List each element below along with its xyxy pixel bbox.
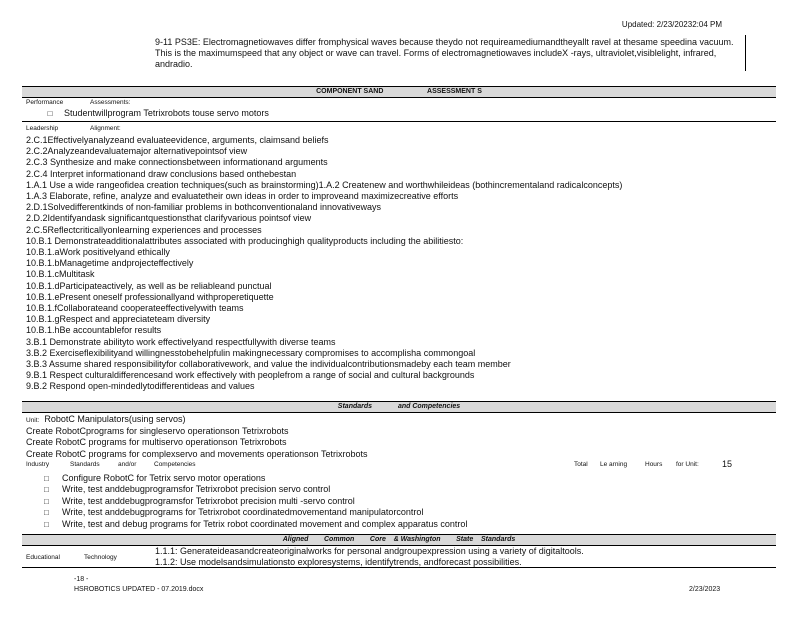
footer-date: 2/23/2023 (689, 586, 721, 593)
alignment-item: 10.B.1.hBe accountablefor results (26, 325, 162, 336)
standards-sub-label: Standards (70, 461, 100, 468)
bullet-icon: □ (44, 519, 49, 529)
alignment-item: 3.B.2 Exerciseflexibilityand willingnesstobehelpfulin makingnecessary compromises to accomplisha commongoal (26, 347, 476, 358)
intro-paragraph: 9-11 PS3E: Electromagnetiowaves differ fromphysical waves because theydo not requireamediumandtheyallt ravel at thesame speedina vacuum. This is the maximumspeed that any object or wave can travel. Forms of electromagnetiowaves includeX -rays, ultraviolet,visiblelight, infrared, andradio. (155, 37, 734, 69)
alignment-item: 10.B.1.aWork positivelyand ethically (26, 247, 170, 258)
footer-filename: HSROBOTICS UPDATED - 07.2019.docx (74, 586, 204, 593)
performance-text: Studentwillprogram Tetrixrobots touse servo motors (64, 108, 269, 118)
alignment-item: 2.C.4 Interpret informationand draw conclusions based onthebestan (26, 168, 297, 179)
alignment-list (26, 135, 776, 393)
task-text: Configure RobotC for Tetrix servo motor operations (62, 473, 266, 483)
components-label: COMPONENT SAND (316, 88, 384, 95)
bullet-icon: □ (44, 485, 49, 495)
alignment-item: 9.B.2 Respond open-mindedlytodifferentideas and values (26, 381, 255, 392)
standards-label: Standards (337, 403, 373, 410)
task-item (44, 496, 467, 507)
task-text: Write, test anddebugprograms for Tetrixrobot coordinatedmovementand manipulatorcontrol (62, 507, 424, 518)
industry-label: Industry (26, 461, 50, 468)
alignment-item: 2.D.1Solvedifferentkinds of non-familiar problems in bothconventionaland innovativeways (26, 202, 382, 213)
for-unit-label: for Unit: (676, 461, 699, 468)
assessments-label: ASSESSMENT S (427, 88, 482, 95)
state-label: State (456, 536, 474, 543)
performance-label: Performance (26, 99, 64, 106)
bullet-icon: □ (47, 109, 53, 118)
core-label: Core (369, 536, 386, 543)
assessments-sub-label: Assessments: (90, 99, 131, 106)
alignment-item: 2.C.3 Synthesize and make connectionsbetween informationand arguments (26, 157, 328, 168)
bullet-icon: □ (44, 508, 49, 518)
unit-program-line: Create RobotC programs for complexservo and movements operationson Tetrixrobots (26, 448, 368, 459)
total-label: Total (574, 461, 588, 468)
unit-program-line: Create RobotCprograms for singleservo operationson Tetrixrobots (26, 426, 289, 437)
education-standards (155, 546, 584, 568)
unit-block (26, 414, 776, 460)
alignment-item: 10.B.1.ePresent oneself professionallyand withproperetiquette (26, 291, 274, 302)
alignment-item: 10.B.1.cMultitask (26, 269, 95, 280)
alignment-item: 1.A.1 Use a wide rangeofidea creation techniques(such as brainstorming)1.A.2 Createnew and worthwhileideas (bothincrementaland radicalconcepts) (26, 179, 623, 190)
task-text: Write, test anddebugprogramsfor Tetrixrobot precision multi -servo control (62, 495, 355, 506)
hours-value: 15 (722, 459, 733, 469)
unit-value: RobotC Manipulators(using servos) (44, 414, 186, 424)
competencies-sub-label: Competencies (154, 461, 196, 468)
industry-row (26, 461, 776, 471)
education-standard-line: 1.1.2: Use modelsandsimulationsto exploresystems, identifytrends, andforecast possibilities. (155, 557, 522, 568)
aligned-label: Aligned (282, 536, 309, 543)
alignment-item: 10.B.1 Demonstrateadditionalattributes associated with producinghigh qualityproducts including the abilitiesto: (26, 235, 464, 246)
alignment-item: 2.C.1Effectivelyanalyzeand evaluateevidence, arguments, claimsand beliefs (26, 135, 329, 145)
task-item (44, 507, 467, 518)
technology-label: Technology (84, 554, 117, 561)
common-label: Common (323, 536, 355, 543)
education-standard-line: 1.1.1: Generateideasandcreateoriginalworks for personal andgroupexpression using a variety of digitaltools. (155, 546, 584, 556)
bullet-icon: □ (44, 496, 49, 506)
learning-label: Le arning (600, 461, 628, 468)
hours-label: Hours (645, 461, 663, 468)
alignment-item: 2.D.2Identifyandask significantquestionsthat clarifyvarious pointsof view (26, 213, 312, 224)
unit-line (26, 414, 776, 426)
performance-item (36, 108, 269, 119)
standards-tail-label: Standards (481, 536, 516, 543)
competencies-label: and Competencies (397, 403, 461, 410)
education-row (22, 545, 776, 568)
alignment-item: 1.A.3 Elaborate, refine, analyze and evaluatetheir own ideas in order to improveand maximizecreative efforts (26, 191, 459, 202)
task-item (44, 473, 467, 484)
andor-label: and/or (118, 461, 137, 468)
alignment-item: 9.B.1 Respect culturaldifferencesand work effectively with peoplefrom a range of social and cultural backgrounds (26, 370, 475, 381)
unit-label: Unit: (26, 417, 40, 424)
alignment-item: 10.B.1.fCollaborateand cooperateeffectivelywith teams (26, 303, 244, 314)
task-text: Write, test anddebugprogramsfor Tetrixrobot precision servo control (62, 484, 331, 495)
alignment-label: Alignment: (90, 125, 121, 132)
performance-row (22, 97, 776, 122)
alignment-item: 10.B.1.dParticipateactively, as well as be reliableand punctual (26, 280, 272, 291)
alignment-item: 2.C.5Reflectcriticallyonlearning experiences and processes (26, 224, 262, 235)
unit-program-line: Create RobotC programs for multiservo operationson Tetrixrobots (26, 437, 287, 448)
alignment-item: 10.B.1.gRespect and appreciateteam diversity (26, 314, 211, 325)
alignment-item: 10.B.1.bManagetime andprojecteffectively (26, 258, 194, 269)
updated-timestamp: Updated: 2/23/20232:04 PM (621, 20, 722, 29)
intro-rule (745, 35, 746, 71)
task-item (44, 519, 467, 530)
alignment-item: 3.B.3 Assume shared responsibilityfor collaborativework, and value the individualcontributionsmadeby each team member (26, 359, 511, 370)
washington-label: & Washington (393, 536, 441, 543)
bullet-icon: □ (44, 474, 49, 483)
task-item (44, 484, 467, 495)
educational-label: Educational (26, 554, 60, 561)
alignment-item: 3.B.1 Demonstrate abilityto work effectivelyand respectfullywith diverse teams (26, 336, 336, 347)
page-number: -18 - (74, 576, 89, 583)
standards-header (22, 401, 776, 413)
task-list (44, 473, 467, 530)
alignment-item: 2.C.2Analyzeandevaluatemajor alternativepointsof view (26, 146, 248, 157)
task-text: Write, test and debug programs for Tetrix robot coordinated movement and complex apparatus control (62, 518, 468, 529)
leadership-label: Leadership (26, 125, 59, 132)
